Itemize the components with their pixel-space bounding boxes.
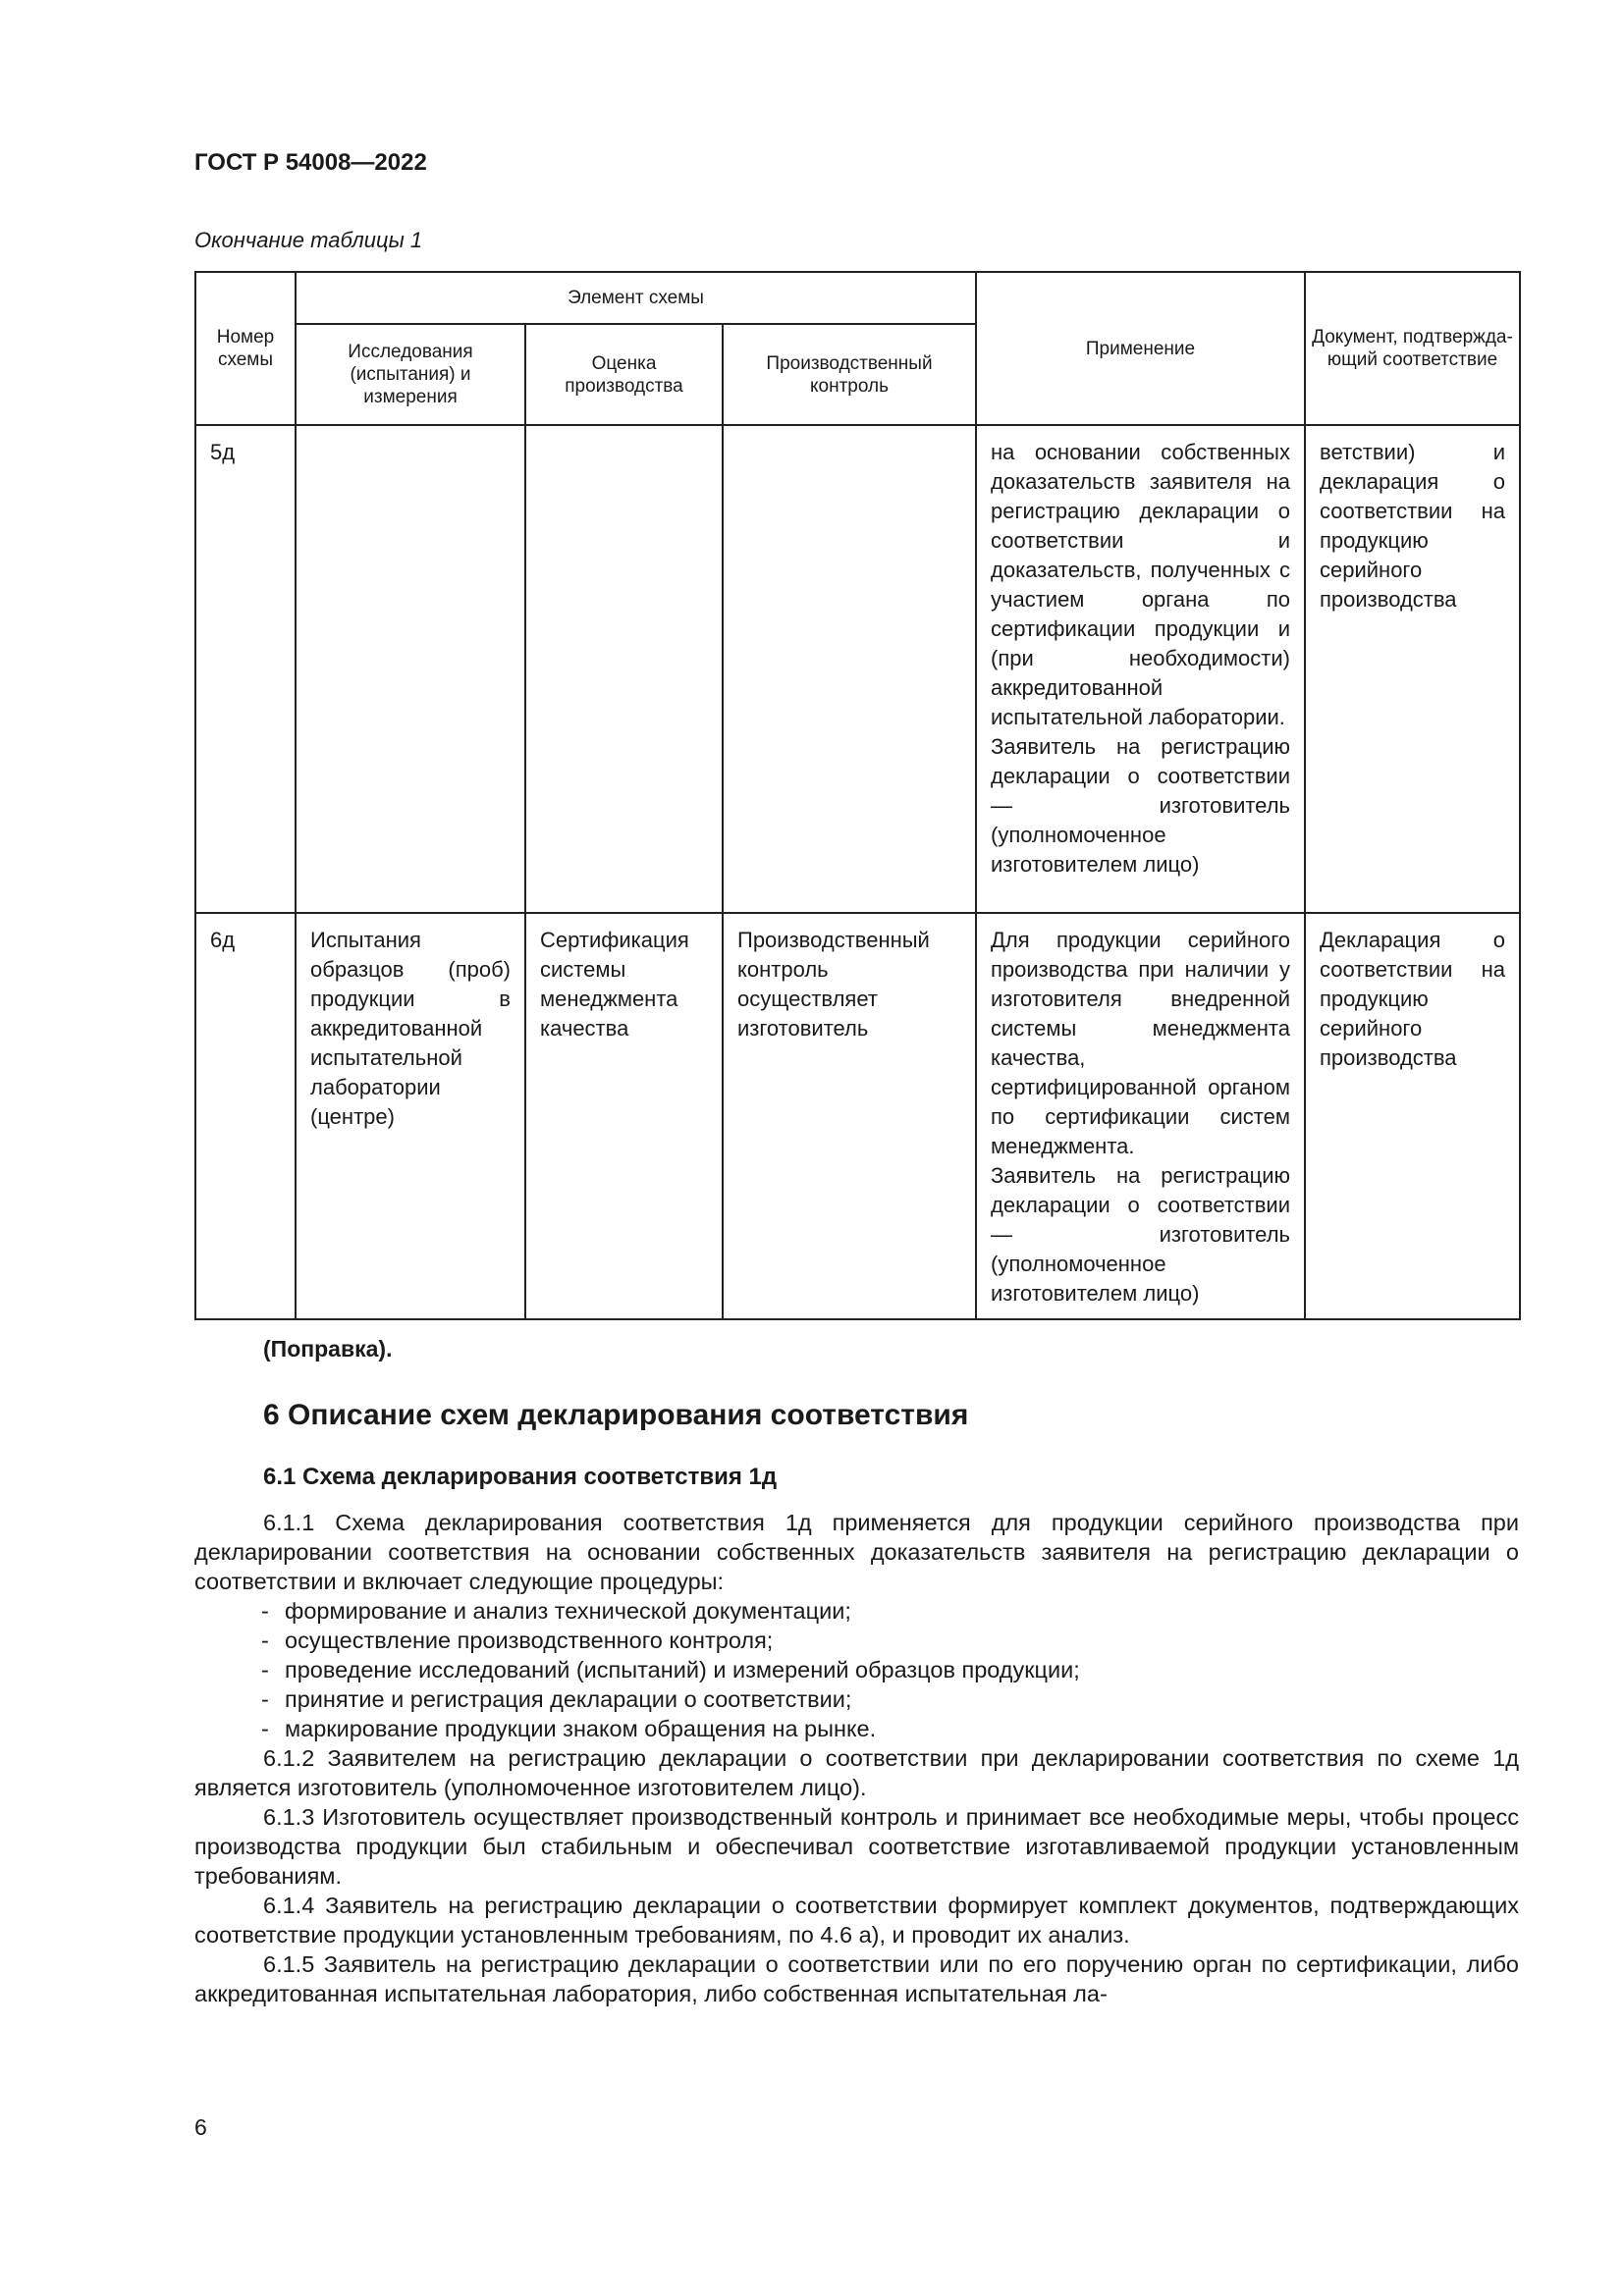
amendment-note: (Поправка). — [263, 1336, 393, 1362]
header-assessment: Оценка производства — [525, 324, 723, 425]
table-row — [195, 913, 1520, 1319]
cell-assessment — [525, 425, 723, 913]
cell-research — [296, 425, 525, 913]
section-body — [194, 1508, 1519, 2008]
procedure-list — [194, 1596, 1519, 1743]
page-number: 6 — [194, 2114, 207, 2140]
header-control: Производственный контроль — [723, 324, 976, 425]
cell-assessment: Сертификация системы менеджмента качества — [525, 913, 723, 1319]
scheme-table — [194, 271, 1521, 1320]
paragraph-6-1-5: 6.1.5 Заявитель на регистрацию декларации о соответствии или по его поручению орган по сертификации, либо аккредитованная испытательная лаборатория, либо собственная испытательная ла- — [194, 1951, 1519, 2006]
cell-control — [723, 425, 976, 913]
header-research: Исследования (испытания) и измерения — [296, 324, 525, 425]
application-applicant-text: Заявитель на регистрацию декларации о соответствии — изготовитель (уполномоченное изготовителем лицо) — [991, 734, 1290, 877]
cell-number: 5д — [195, 425, 296, 913]
subsection-title: 6.1 Схема декларирования соответствия 1д — [263, 1464, 778, 1490]
header-number: Номер схемы — [195, 272, 296, 425]
application-text: на основании собственных доказательств заявителя на регистрацию декларации о соответствии и доказательств, полученных с участием органа по сертификации продукции и (при необходимости) аккредитованной испытательной лаборатории. — [991, 440, 1290, 729]
table-caption: Окончание таблицы 1 — [194, 228, 423, 252]
cell-number: 6д — [195, 913, 296, 1319]
list-item: - проведение исследований (испытаний) и измерений образцов продукции; — [261, 1657, 1080, 1682]
list-marker: - — [261, 1598, 269, 1624]
application-text: Для продукции серийного производства при наличии у изготовителя внедренной системы менеджмента качества, сертифицированной органом по сертификации систем менеджмента. — [991, 928, 1290, 1158]
application-applicant-text: Заявитель на регистрацию декларации о соответствии — изготовитель (уполномоченное изготовителем лицо) — [991, 1163, 1290, 1306]
list-marker: - — [261, 1657, 269, 1682]
table-row — [195, 425, 1520, 913]
cell-document: ветствии) и декларация о соответствии на продукцию серийного производства — [1305, 425, 1520, 913]
section-title: 6 Описание схем декларирования соответствия — [263, 1399, 969, 1431]
list-marker: - — [261, 1628, 269, 1653]
document-code: ГОСТ Р 54008—2022 — [194, 149, 427, 176]
header-application: Применение — [976, 272, 1305, 425]
list-item: - принятие и регистрация декларации о соответствии; — [261, 1686, 852, 1712]
paragraph-6-1-1: 6.1.1 Схема декларирования соответствия 1д применяется для продукции серийного производства при декларировании соответствия на основании собственных доказательств заявителя на регистрацию декларации о соответствии и включает следующие процедуры: — [194, 1510, 1519, 1594]
header-element-group: Элемент схемы — [296, 272, 976, 324]
list-item: - формирование и анализ технической документации; — [261, 1598, 851, 1624]
paragraph-6-1-4: 6.1.4 Заявитель на регистрацию декларации о соответствии формирует комплект документов, подтверждающих соответствие продукции установленным требованиям, по 4.6 а), и проводит их анализ. — [194, 1893, 1519, 1948]
cell-application — [976, 425, 1305, 913]
list-item: - осуществление производственного контроля; — [261, 1628, 774, 1653]
header-document: Документ, подтвержда-ющий соответствие — [1305, 272, 1520, 425]
list-item: - маркирование продукции знаком обращения на рынке. — [261, 1716, 877, 1741]
cell-application — [976, 913, 1305, 1319]
cell-control: Производственный контроль осуществляет изготовитель — [723, 913, 976, 1319]
list-marker: - — [261, 1686, 269, 1712]
list-marker: - — [261, 1716, 269, 1741]
paragraph-6-1-3: 6.1.3 Изготовитель осуществляет производственный контроль и принимает все необходимые меры, чтобы процесс производства продукции был стабильным и обеспечивал соответствие изготавливаемой продукции установленным требованиям. — [194, 1804, 1519, 1889]
cell-research: Испытания образцов (проб) продукции в аккредитованной испытательной лаборатории (центре) — [296, 913, 525, 1319]
cell-document: Декларация о соответствии на продукцию серийного производства — [1305, 913, 1520, 1319]
paragraph-6-1-2: 6.1.2 Заявителем на регистрацию декларации о соответствии при декларировании соответствия по схеме 1д является изготовитель (уполномоченное изготовителем лицо). — [194, 1745, 1519, 1800]
